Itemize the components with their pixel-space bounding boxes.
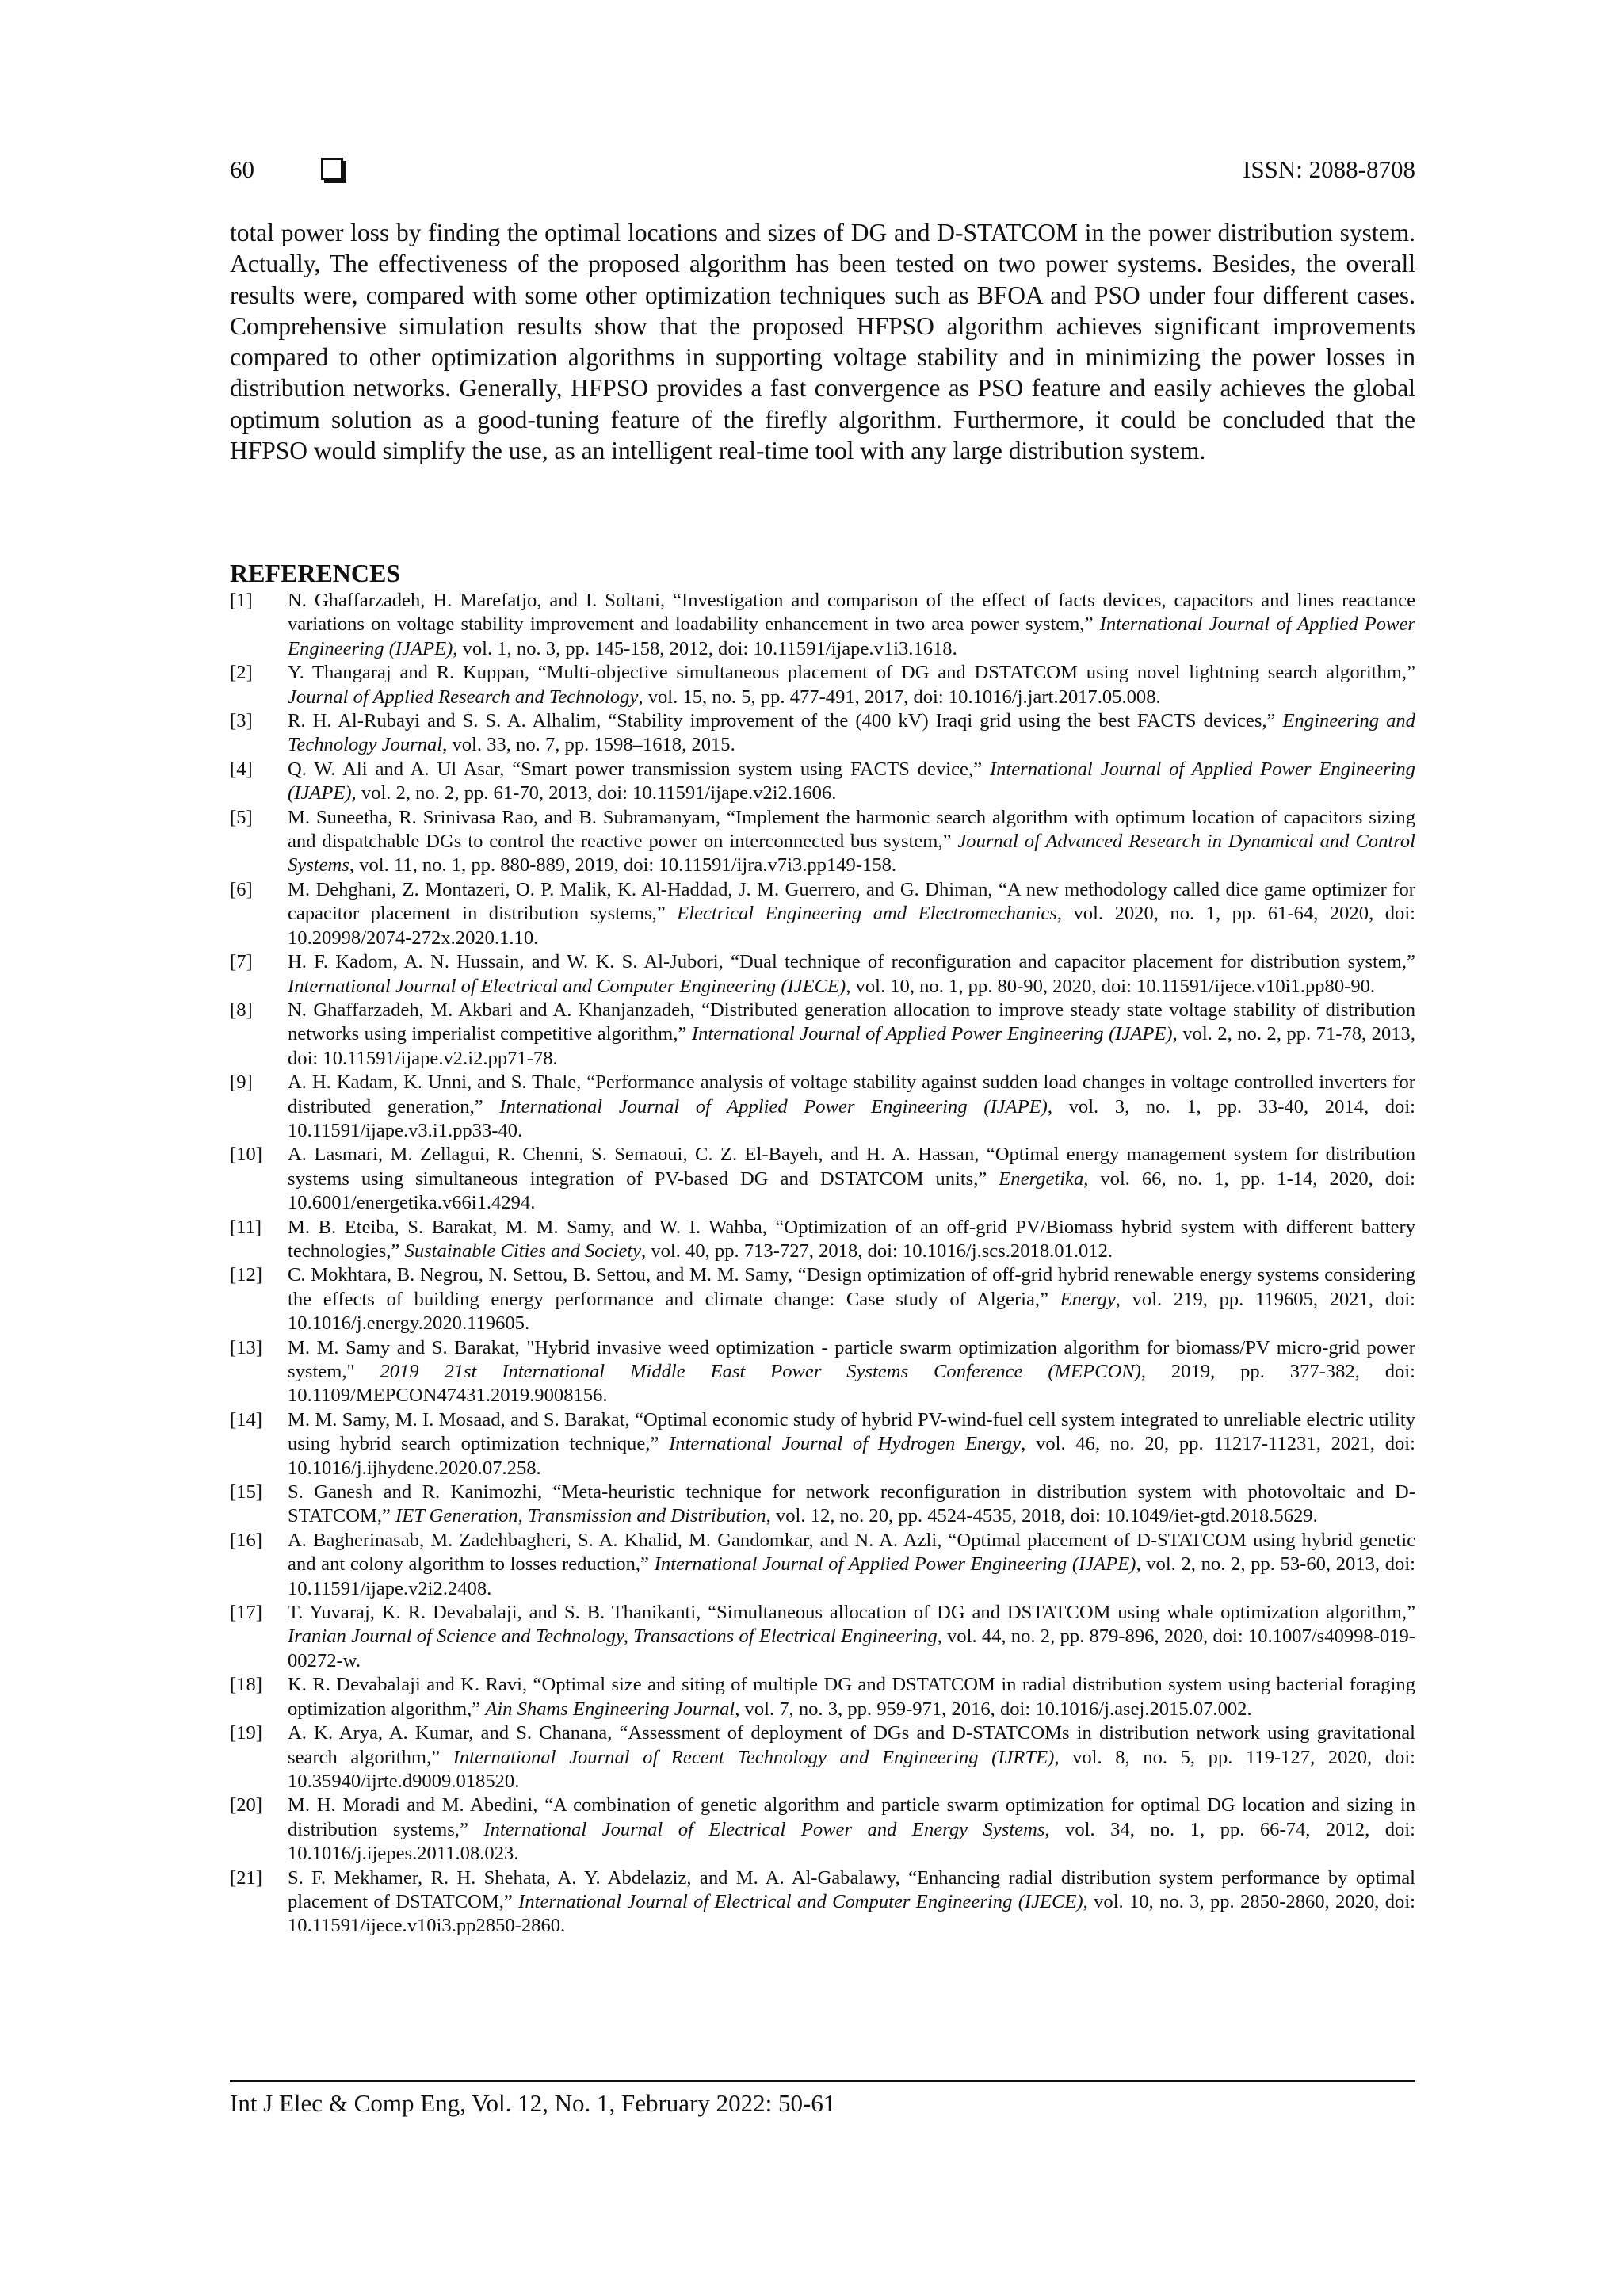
reference-venue: Energetika (999, 1167, 1084, 1190)
reference-venue: International Journal of Electrical and Computer Engineering (IJECE) (518, 1890, 1083, 1912)
references-heading: REFERENCES (230, 559, 401, 587)
reference-details: , vol. 2020, no. 1, pp. 61-64, 2020, doi: 10.20998/2074-272x.2020.1.10. (288, 903, 1415, 949)
reference-item (230, 1143, 1415, 1215)
reference-text (288, 1602, 1415, 1671)
reference-details: , vol. 10, no. 3, pp. 2850-2860, 2020, doi: 10.11591/ijece.v10i3.pp2850-2860. (288, 1890, 1415, 1937)
reference-text (288, 662, 1415, 707)
reference-details: , vol. 1, no. 3, pp. 145-158, 2012, doi: 10.11591/ijape.v1i3.1618. (453, 637, 957, 659)
reference-venue: International Journal of Applied Power Engineering (IJAPE) (288, 613, 1415, 659)
reference-item (230, 1721, 1415, 1794)
reference-number: [7] (230, 951, 253, 973)
reference-venue: Engineering and Technology Journal (288, 710, 1415, 756)
reference-number: [6] (230, 878, 253, 900)
reference-authors-title: S. F. Mekhamer, R. H. Shehata, A. Y. Abdelaziz, and M. A. Al-Gabalawy, “Enhancing radial distribution system performance by optimal placement of DSTATCOM,” (288, 1866, 1415, 1912)
reference-venue: Journal of Applied Research and Technology (288, 686, 639, 708)
reference-authors-title: K. R. Devabalaji and K. Ravi, “Optimal size and siting of multiple DG and DSTATCOM in radial distribution system using bacterial foraging optimization algorithm,” (288, 1674, 1415, 1720)
reference-number: [21] (230, 1866, 262, 1889)
issn-label: ISSN: 2088-8708 (1243, 155, 1415, 183)
reference-authors-title: A. Bagherinasab, M. Zadehbagheri, S. A. Khalid, M. Gandomkar, and N. A. Azli, “Optimal placement of D-STATCOM using hybrid genetic and ant colony algorithm to losses reduction,” (288, 1529, 1415, 1576)
reference-authors-title: M. Suneetha, R. Srinivasa Rao, and B. Subramanyam, “Implement the harmonic search algorithm with optimum location of capacitors sizing and dispatchable DGs to control the reactive power on interconnected bus system,” (288, 806, 1415, 853)
reference-number: [12] (230, 1264, 262, 1286)
reference-details: , vol. 40, pp. 713-727, 2018, doi: 10.1016/j.scs.2018.01.012. (641, 1240, 1113, 1262)
reference-venue: International Journal of Applied Power Engineering (IJAPE) (499, 1095, 1048, 1117)
reference-authors-title: R. H. Al-Rubayi and S. S. A. Alhalim, “Stability improvement of the (400 kV) Iraqi grid using the best FACTS devices,” (288, 710, 1283, 732)
reference-text (288, 1867, 1415, 1937)
reference-number: [10] (230, 1144, 262, 1166)
reference-item (230, 1336, 1415, 1408)
reference-number: [13] (230, 1336, 262, 1358)
footer-divider (230, 2080, 1415, 2082)
reference-item (230, 1216, 1415, 1264)
reference-authors-title: Q. W. Ali and A. Ul Asar, “Smart power transmission system using FACTS device,” (288, 758, 990, 780)
reference-text (288, 951, 1415, 996)
reference-venue: Electrical Engineering amd Electromechanics (677, 903, 1057, 925)
reference-number: [16] (230, 1529, 262, 1551)
reference-authors-title: Y. Thangaraj and R. Kuppan, “Multi-objective simultaneous placement of DG and DSTATCOM using novel lightning search algorithm,” (288, 662, 1415, 684)
reference-text (288, 1794, 1415, 1864)
reference-item (230, 1601, 1415, 1673)
reference-item (230, 1071, 1415, 1143)
reference-item (230, 661, 1415, 709)
reference-item (230, 1263, 1415, 1335)
reference-venue: International Journal of Applied Power Engineering (IJAPE), (288, 758, 1415, 804)
reference-number: [3] (230, 710, 253, 732)
reference-text (288, 1722, 1415, 1792)
reference-text (288, 1409, 1415, 1479)
reference-authors-title: S. Ganesh and R. Kanimozhi, “Meta-heuristic technique for network reconfiguration in distribution system with photovoltaic and D-STATCOM,” (288, 1481, 1415, 1527)
reference-authors-title: M. B. Eteiba, S. Barakat, M. M. Samy, and W. I. Wahba, “Optimization of an off-grid PV/Biomass hybrid system with different battery technologies,” (288, 1216, 1415, 1262)
reference-details: , vol. 3, no. 1, pp. 33-40, 2014, doi: 10.11591/ijape.v3.i1.pp33-40. (288, 1095, 1415, 1141)
reference-text (288, 1264, 1415, 1334)
reference-text (288, 590, 1415, 659)
reference-venue: Journal of Advanced Research in Dynamical and Control Systems (288, 831, 1415, 877)
reference-item (230, 1408, 1415, 1480)
reference-venue: International Journal of Electrical Power and Energy Systems (483, 1818, 1045, 1840)
reference-item (230, 758, 1415, 806)
reference-details: , vol. 34, no. 1, pp. 66-74, 2012, doi: 10.1016/j.ijepes.2011.08.023. (288, 1818, 1415, 1865)
reference-authors-title: M. M. Samy, M. I. Mosaad, and S. Barakat, “Optimal economic study of hybrid PV-wind-fuel cell system integrated to unreliable electric utility using hybrid search optimization technique,” (288, 1408, 1415, 1455)
reference-number: [11] (230, 1216, 262, 1238)
reference-text (288, 1674, 1415, 1719)
reference-venue: International Journal of Recent Technology and Engineering (IJRTE) (453, 1746, 1055, 1768)
reference-text (288, 710, 1415, 755)
reference-venue: International Journal of Applied Power Engineering (IJAPE) (691, 1023, 1173, 1045)
reference-details: vol. 2, no. 2, pp. 53-60, 2013, doi: 10.11591/ijape.v2i2.2408. (288, 1553, 1416, 1599)
reference-authors-title: A. K. Arya, A. Kumar, and S. Chanana, “Assessment of deployment of DGs and D-STATCOMs in distribution network using gravitational search algorithm,” (288, 1722, 1415, 1768)
reference-details: , vol. 10, no. 1, pp. 80-90, 2020, doi: 10.11591/ijece.v10i1.pp80-90. (846, 975, 1376, 997)
reference-item (230, 1529, 1415, 1601)
reference-text (288, 879, 1415, 949)
reference-text (288, 1337, 1415, 1407)
reference-venue: International Journal of Applied Power Engineering (IJAPE), (654, 1553, 1141, 1576)
reference-authors-title: C. Mokhtara, B. Negrou, N. Settou, B. Settou, and M. M. Samy, “Design optimization of off-grid hybrid renewable energy systems considering the effects of building energy performance and climate change: Case study of Algeria,” (288, 1264, 1415, 1310)
reference-details: , vol. 44, no. 2, pp. 879-896, 2020, doi: 10.1007/s40998-019-00272-w. (288, 1626, 1415, 1671)
footer-citation: Int J Elec & Comp Eng, Vol. 12, No. 1, February 2022: 50-61 (230, 2089, 836, 2117)
reference-details: , vol. 11, no. 1, pp. 880-889, 2019, doi: 10.11591/ijra.v7i3.pp149-158. (349, 854, 897, 877)
reference-text (288, 1072, 1415, 1141)
reference-authors-title: M. H. Moradi and M. Abedini, “A combination of genetic algorithm and particle swarm optimization for optimal DG location and sizing in distribution systems,” (288, 1794, 1415, 1840)
reference-number: [2] (230, 662, 253, 684)
reference-details: vol. 2, no. 2, pp. 61-70, 2013, doi: 10.11591/ijape.v2i2.1606. (356, 782, 837, 804)
reference-item (230, 878, 1415, 950)
reference-text (288, 1530, 1415, 1599)
reference-item (230, 1866, 1415, 1939)
square-bullet-icon (321, 158, 343, 180)
reference-number: [17] (230, 1602, 262, 1624)
reference-number: [20] (230, 1794, 262, 1817)
reference-number: [4] (230, 758, 253, 780)
reference-number: [15] (230, 1481, 262, 1503)
reference-item (230, 1794, 1415, 1866)
reference-venue: International Journal of Electrical and Computer Engineering (IJECE) (288, 975, 846, 997)
page-number: 60 (230, 155, 254, 183)
reference-item (230, 1673, 1415, 1721)
reference-venue: Ain Shams Engineering Journal (485, 1698, 735, 1720)
reference-number: [1] (230, 590, 253, 611)
conclusion-paragraph: total power loss by finding the optimal locations and sizes of DG and D-STATCOM in the power distribution system. Actually, The effectiveness of the proposed algorithm has been tested on two power systems. Besides, the overall results were, compared with some other optimization techniques such as BFOA and PSO under four different cases. Comprehensive simulation results show that the proposed HFPSO algorithm achieves significant improvements compared to other optimization algorithms in supporting voltage stability and in minimizing the power losses in distribution networks. Generally, HFPSO provides a fast convergence as PSO feature and easily achieves the global optimum solution as a good-tuning feature of the firefly algorithm. Furthermore, it could be concluded that the HFPSO would simplify the use, as an intelligent real-time tool with any large distribution system. (230, 219, 1415, 465)
reference-item (230, 806, 1415, 878)
references-list (230, 589, 1415, 1939)
reference-details: , vol. 219, pp. 119605, 2021, doi: 10.1016/j.energy.2020.119605. (288, 1288, 1416, 1335)
reference-authors-title: M. M. Samy and S. Barakat, "Hybrid invasive weed optimization - particle swarm optimization algorithm for biomass/PV micro-grid power system," (288, 1336, 1415, 1382)
page-header (230, 155, 1415, 192)
reference-number: [5] (230, 806, 253, 828)
reference-details: , vol. 2, no. 2, pp. 71-78, 2013, doi: 10.11591/ijape.v2.i2.pp71-78. (288, 1023, 1416, 1069)
reference-item (230, 709, 1415, 758)
reference-authors-title: A. H. Kadam, K. Unni, and S. Thale, “Performance analysis of voltage stability against sudden load changes in voltage controlled inverters for distributed generation,” (288, 1072, 1415, 1117)
reference-item (230, 589, 1415, 661)
reference-details: , vol. 15, no. 5, pp. 477-491, 2017, doi: 10.1016/j.jart.2017.05.008. (638, 686, 1161, 708)
reference-number: [9] (230, 1072, 253, 1094)
reference-venue: Energy (1060, 1288, 1116, 1310)
reference-authors-title: M. Dehghani, Z. Montazeri, O. P. Malik, K. Al-Haddad, J. M. Guerrero, and G. Dhiman, “A new methodology called dice game optimizer for capacitor placement in distribution systems,” (288, 878, 1415, 925)
reference-venue: Iranian Journal of Science and Technology, Transactions of Electrical Engineering (288, 1626, 938, 1648)
reference-authors-title: H. F. Kadom, A. N. Hussain, and W. K. S. Al-Jubori, “Dual technique of reconfiguration and capacitor placement for distribution system,” (288, 951, 1415, 973)
reference-number: [18] (230, 1674, 262, 1696)
reference-venue: International Journal of Hydrogen Energy (669, 1433, 1022, 1455)
reference-details: , vol. 8, no. 5, pp. 119-127, 2020, doi: 10.35940/ijrte.d9009.018520. (288, 1746, 1415, 1792)
reference-item (230, 1480, 1415, 1529)
reference-authors-title: T. Yuvaraj, K. R. Devabalaji, and S. B. Thanikanti, “Simultaneous allocation of DG and DSTATCOM using whale optimization algorithm,” (288, 1602, 1415, 1624)
reference-details: , vol. 66, no. 1, pp. 1-14, 2020, doi: 10.6001/energetika.v66i1.4294. (288, 1167, 1415, 1214)
reference-text (288, 1217, 1415, 1262)
reference-venue: IET Generation, Transmission and Distribution (395, 1505, 766, 1527)
reference-item (230, 999, 1415, 1071)
reference-text (288, 807, 1415, 877)
reference-details: , vol. 46, no. 20, pp. 11217-11231, 2021, doi: 10.1016/j.ijhydene.2020.07.258. (288, 1433, 1415, 1479)
reference-venue: Sustainable Cities and Society (404, 1240, 642, 1262)
reference-number: [19] (230, 1722, 262, 1744)
reference-text (288, 1144, 1415, 1213)
reference-details: , vol. 33, no. 7, pp. 1598–1618, 2015. (442, 734, 735, 756)
reference-details: , vol. 12, no. 20, pp. 4524-4535, 2018, doi: 10.1049/iet-gtd.2018.5629. (766, 1505, 1318, 1527)
reference-item (230, 950, 1415, 999)
reference-details: , 2019, pp. 377-382, doi: 10.1109/MEPCON47431.2019.9008156. (288, 1361, 1415, 1407)
reference-text (288, 758, 1415, 804)
reference-text (288, 1481, 1415, 1526)
reference-details: , vol. 7, no. 3, pp. 959-971, 2016, doi: 10.1016/j.asej.2015.07.002. (735, 1698, 1252, 1720)
reference-authors-title: N. Ghaffarzadeh, M. Akbari and A. Khanjanzadeh, “Distributed generation allocation to improve steady state voltage stability of distribution networks using imperialist competitive algorithm,” (288, 999, 1415, 1045)
reference-text (288, 999, 1415, 1069)
reference-number: [14] (230, 1408, 262, 1431)
reference-venue: 2019 21st International Middle East Power Systems Conference (MEPCON) (380, 1361, 1141, 1382)
reference-authors-title: A. Lasmari, M. Zellagui, R. Chenni, S. Semaoui, C. Z. El-Bayeh, and H. A. Hassan, “Optimal energy management system for distribution systems using simultaneous integration of PV-based DG and DSTATCOM units,” (288, 1144, 1415, 1190)
reference-authors-title: N. Ghaffarzadeh, H. Marefatjo, and I. Soltani, “Investigation and comparison of the effect of facts devices, capacitors and lines reactance variations on voltage stability improvement and loadability enhancement in two area power system,” (288, 590, 1415, 636)
reference-number: [8] (230, 999, 253, 1021)
